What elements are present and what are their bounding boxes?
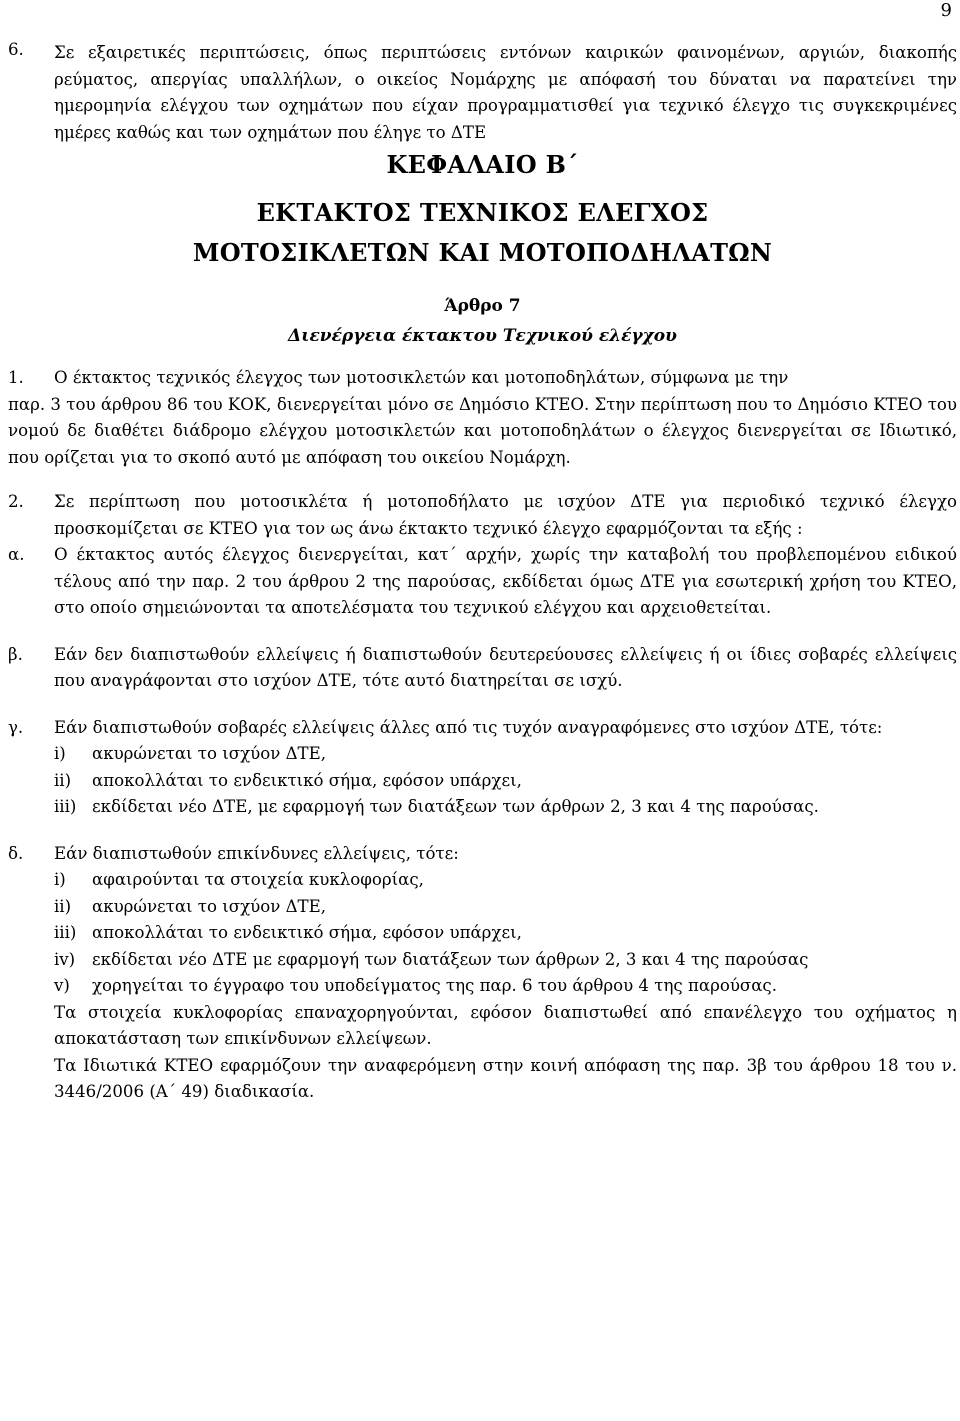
article-title: Διενέργεια έκτακτου Τεχνικού ελέγχου (288, 326, 677, 346)
list-text: αφαιρούνται τα στοιχεία κυκλοφορίας, (92, 870, 424, 889)
list-item (54, 867, 957, 894)
list-text: αποκολλάται το ενδεικτικό σήμα, εφόσον υπάρχει, (92, 923, 522, 942)
list-text: εκδίδεται νέο ΔΤΕ, με εφαρμογή των διατάξεων των άρθρων 2, 3 και 4 της παρούσας. (92, 797, 819, 816)
paragraph-text: Σε εξαιρετικές περιπτώσεις, όπως περιπτώσεις εντόνων καιρικών φαινομένων, αργιών, διακοπής ρεύματος, απεργίας υπαλλήλων, ο οικείος Νομάρχης με απόφασή του δύναται να παρατείνει την ημερομηνία ελέγχου των οχημάτων που είχαν προγραμματισθεί για τεχνικό έλεγχο τις συγκεκριμένες ημέρες καθώς και των οχημάτων που έληγε το ΔΤΕ (54, 43, 957, 142)
list-item (54, 741, 957, 768)
list-marker: ii) (54, 770, 72, 790)
list-marker: i) (54, 870, 66, 889)
paragraph-2 (8, 489, 957, 542)
paragraph-text: Εάν δεν διαπιστωθούν ελλείψεις ή διαπιστωθούν δευτερεύουσες ελλείψεις ή οι ίδιες σοβαρές ελλείψεις που αναγράφονται στο ισχύον ΔΤΕ, τότε αυτό διατηρείται σε ισχύ. (54, 644, 957, 690)
list-text: ακυρώνεται το ισχύον ΔΤΕ, (92, 896, 327, 916)
list-item (54, 947, 957, 974)
list-item (54, 768, 957, 795)
paragraph-1 (8, 365, 957, 392)
paragraph-marker: β. (8, 644, 23, 664)
list-marker: iv) (54, 949, 76, 969)
list-marker: iii) (54, 923, 77, 942)
paragraph-marker: 1. (8, 368, 24, 387)
list-text: εκδίδεται νέο ΔΤΕ με εφαρμογή των διατάξεων των άρθρων 2, 3 και 4 της παρούσας (92, 949, 809, 969)
list-marker: iii) (54, 797, 77, 816)
document-page (8, 40, 957, 1106)
subparagraph-d (8, 841, 957, 1106)
page-number: 9 (940, 0, 952, 21)
subparagraph-c (8, 715, 957, 821)
paragraph-marker: 2. (8, 492, 24, 511)
paragraph-6 (8, 40, 957, 146)
article-number: Άρθρο 7 (444, 296, 521, 316)
paragraph-marker: δ. (8, 843, 24, 863)
list-text: αποκολλάται το ενδεικτικό σήμα, εφόσον υπάρχει, (92, 770, 522, 790)
list-text: χορηγείται το έγγραφο του υποδείγματος της παρ. 6 του άρθρου 4 της παρούσας. (92, 976, 778, 995)
paragraph-text: Σε περίπτωση που μοτοσικλέτα ή μοτοποδήλατο με ισχύον ΔΤΕ για περιοδικό τεχνικό έλεγχο προσκομίζεται σε ΚΤΕΟ για τον ως άνω έκτακτο τεχνικό έλεγχο εφαρμόζονται τα εξής : (54, 492, 957, 538)
subparagraph-a (8, 542, 957, 622)
list-item (54, 894, 957, 921)
paragraph-text: Ο έκτακτος αυτός έλεγχος διενεργείται, κατ΄ αρχήν, χωρίς την καταβολή του προβλεπομένου ειδικού τέλους από την παρ. 2 του άρθρου 2 της παρούσας, εκδίδεται όμως ΔΤΕ για εσωτερική χρήση του ΚΤΕΟ, στο οποίο σημειώνονται τα αποτελέσματα του τεχνικού ελέγχου και αρχειοθετείται. (54, 545, 957, 617)
chapter-heading-line1: ΕΚΤΑΚΤΟΣ ΤΕΧΝΙΚΟΣ ΕΛΕΓΧΟΣ (256, 198, 709, 227)
list-item (54, 973, 957, 1000)
list-text: ακυρώνεται το ισχύον ΔΤΕ, (92, 744, 327, 763)
paragraph-text: Εάν διαπιστωθούν σοβαρές ελλείψεις άλλες από τις τυχόν αναγραφόμενες στο ισχύον ΔΤΕ, τότε: (54, 717, 883, 737)
subparagraph-b (8, 642, 957, 695)
paragraph-marker: γ. (8, 717, 24, 737)
list-item (54, 920, 957, 947)
paragraph-text-first-line: Ο έκτακτος τεχνικός έλεγχος των μοτοσικλετών και μοτοποδηλάτων, σύμφωνα με την (54, 368, 789, 387)
paragraph-text: Τα Ιδιωτικά ΚΤΕΟ εφαρμόζουν την αναφερόμενη στην κοινή απόφαση της παρ. 3β του άρθρου 18 του ν. 3446/2006 (Α΄ 49) διαδικασία. (54, 1055, 957, 1101)
paragraph-text: Τα στοιχεία κυκλοφορίας επαναχορηγούνται, εφόσον διαπιστωθεί από επανέλεγχο του οχήματος η αποκατάσταση των επικίνδυνων ελλείψεων. (54, 1002, 957, 1048)
paragraph-marker: α. (8, 545, 25, 564)
chapter-heading-line2: ΜΟΤΟΣΙΚΛΕΤΩΝ ΚΑΙ ΜΟΤΟΠΟΔΗΛΑΤΩΝ (192, 238, 773, 267)
paragraph-marker: 6. (8, 40, 24, 59)
list-item (54, 794, 957, 821)
chapter-title: ΚΕΦΑΛΑΙΟ Β΄ (386, 150, 579, 179)
list-marker: v) (54, 976, 70, 995)
paragraph-text: Εάν διαπιστωθούν επικίνδυνες ελλείψεις, τότε: (54, 843, 459, 863)
paragraph-text-continued: παρ. 3 του άρθρου 86 του ΚΟΚ, διενεργείται μόνο σε Δημόσιο ΚΤΕΟ. Στην περίπτωση που το Δημόσιο ΚΤΕΟ του νομού δε διαθέτει διάδρομο ελέγχου μοτοσικλετών και μοτοποδηλάτων ο έλεγχος διενεργείται σε Ιδιωτικό, που ορίζεται για το σκοπό αυτό με απόφαση του οικείου Νομάρχη. (8, 394, 957, 467)
list-marker: i) (54, 744, 66, 763)
list-marker: ii) (54, 896, 72, 916)
